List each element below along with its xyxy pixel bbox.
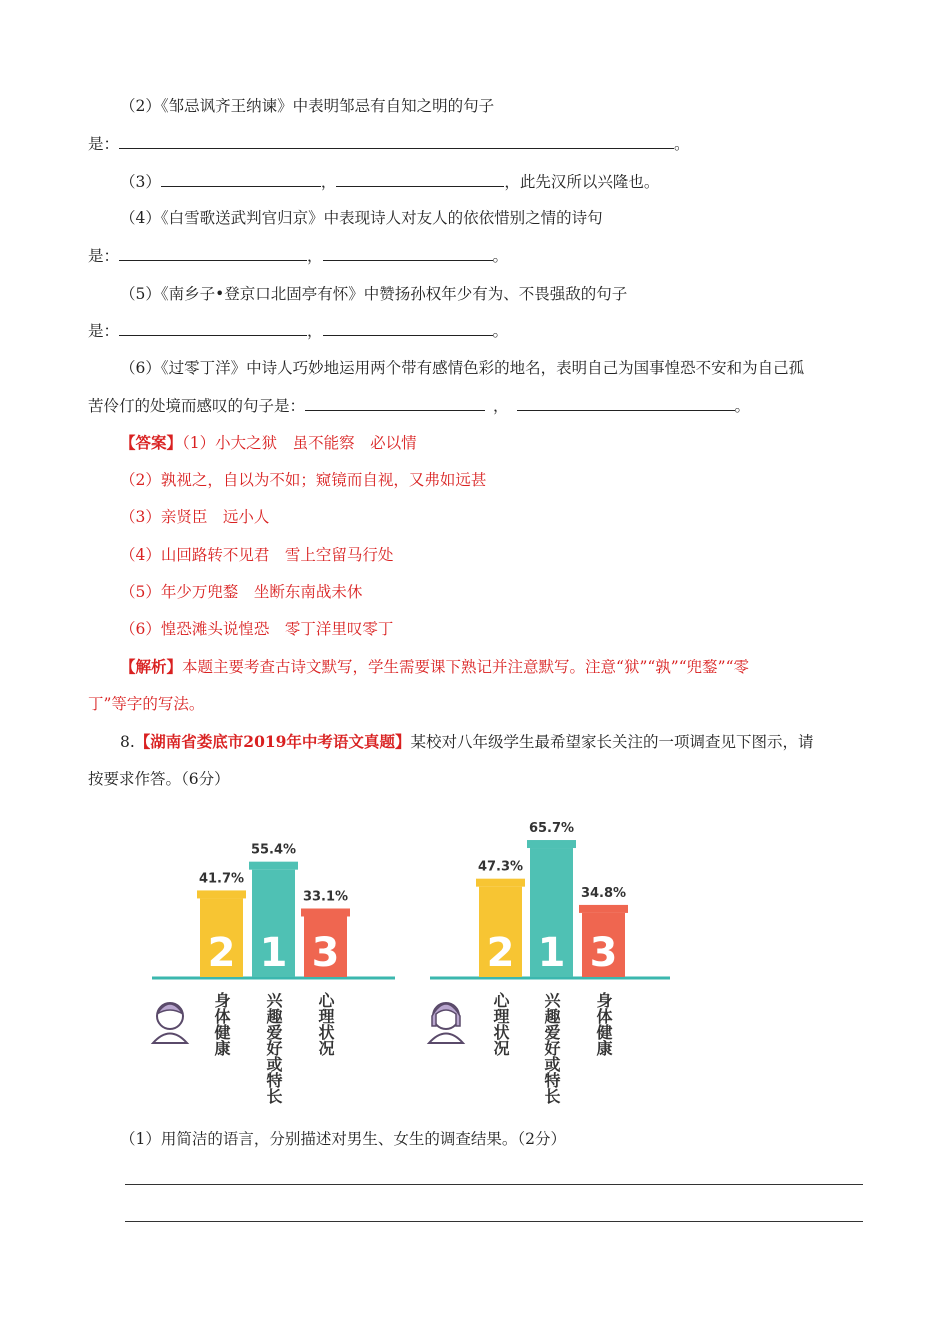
question-8-number: 8. <box>120 733 135 751</box>
chart-2 <box>429 821 670 1105</box>
answer-line[interactable] <box>125 1184 863 1185</box>
question-8-text: 某校对八年级学生最希望家长关注的一项调查见下图示，请 <box>410 733 814 751</box>
analysis-tag: 【解析】 <box>120 657 183 676</box>
answer-3: （3）亲贤臣 远小人 <box>120 508 270 526</box>
category-label: 兴趣爱好或特长 <box>264 992 283 1104</box>
answer-1-text: （1）小大之狱 虽不能察 必以情 <box>182 434 417 452</box>
answer-4: （4）山回路转不见君 雪上空留马行处 <box>120 546 394 564</box>
bar-value-label: 47.3% <box>477 859 524 875</box>
bar-rank-label: 3 <box>311 930 340 976</box>
bar-cap <box>476 879 525 887</box>
boy-avatar-icon <box>153 1003 187 1043</box>
answer-prefix: 是： <box>88 247 120 265</box>
category-label: 心理状况 <box>316 992 335 1056</box>
comma: ， <box>493 397 509 415</box>
category-label: 心理状况 <box>491 992 510 1056</box>
category-label: 兴趣爱好或特长 <box>542 992 561 1104</box>
question-2-prompt: （2）《邹忌讽齐王纳谏》中表明邹忌有自知之明的句子 <box>120 97 495 115</box>
analysis-line2: 丁”等字的写法。 <box>88 695 205 713</box>
comma: ， <box>307 322 323 340</box>
question-3-tail: ，此先汉所以兴隆也。 <box>504 173 660 191</box>
bar-value-label: 34.8% <box>580 885 627 901</box>
avatar-body <box>153 1034 187 1044</box>
avatar-body <box>429 1034 463 1044</box>
bar-cap <box>197 890 246 898</box>
question-6-prompt-line2: 苦伶仃的处境而感叹的句子是： <box>88 397 306 415</box>
bar-value-label: 41.7% <box>198 871 245 887</box>
period: 。 <box>674 135 690 153</box>
question-8-sub1: （1）用简洁的语言，分别描述对男生、女生的调查结果。（2分） <box>120 1130 566 1148</box>
question-8-line2: 按要求作答。（6分） <box>88 770 230 788</box>
bar-rank-label: 2 <box>207 930 236 976</box>
comma: ， <box>320 173 337 191</box>
answer-2: （2）孰视之，自以为不如；窥镜而自视，又弗如远甚 <box>120 471 487 489</box>
question-3-label: （3） <box>120 173 161 191</box>
bar-value-label: 33.1% <box>302 889 349 905</box>
question-4-prompt: （4）《白雪歌送武判官归京》中表现诗人对友人的依依惜别之情的诗句 <box>120 209 603 227</box>
answer-5: （5）年少万兜鍪 坐断东南战未休 <box>120 583 363 601</box>
comma: ， <box>307 247 323 265</box>
answer-prefix: 是： <box>88 322 120 340</box>
chart-1 <box>152 843 395 1105</box>
category-label: 身体健康 <box>212 992 231 1056</box>
bar-rank-label: 1 <box>259 930 288 976</box>
answer-6: （6）惶恐滩头说惶恐 零丁洋里叹零丁 <box>120 620 394 638</box>
category-label: 身体健康 <box>594 992 613 1056</box>
period: 。 <box>734 397 751 415</box>
bar-cap <box>301 908 350 916</box>
question-8-source: 【湖南省娄底市2019年中考语文真题】 <box>134 732 411 751</box>
answer-prefix: 是： <box>88 135 120 153</box>
bar-value-label: 65.7% <box>528 821 575 837</box>
analysis-text: 本题主要考查古诗文默写，学生需要课下熟记并注意默写。注意“狱”“孰”“兜鍪”“零 <box>182 658 749 676</box>
bar-rank-label: 1 <box>537 930 566 976</box>
question-5-prompt: （5）《南乡子•登京口北固亭有怀》中赞扬孙权年少有为、不畏强敌的句子 <box>120 285 628 303</box>
bar-cap <box>527 840 576 848</box>
question-6-prompt-line1: （6）《过零丁洋》中诗人巧妙地运用两个带有感情色彩的地名，表明自己为国事惶恐不安和为自己孤 <box>120 359 805 377</box>
bar-cap <box>579 905 628 913</box>
answer-tag: 【答案】 <box>120 433 183 452</box>
bar-cap <box>249 862 298 870</box>
period: 。 <box>492 247 509 265</box>
bar-rank-label: 3 <box>589 930 618 976</box>
bar-value-label: 55.4% <box>250 842 297 858</box>
girl-avatar-icon <box>429 1003 463 1043</box>
answer-line[interactable] <box>125 1221 863 1222</box>
period: 。 <box>492 322 509 340</box>
bar-rank-label: 2 <box>486 930 515 976</box>
